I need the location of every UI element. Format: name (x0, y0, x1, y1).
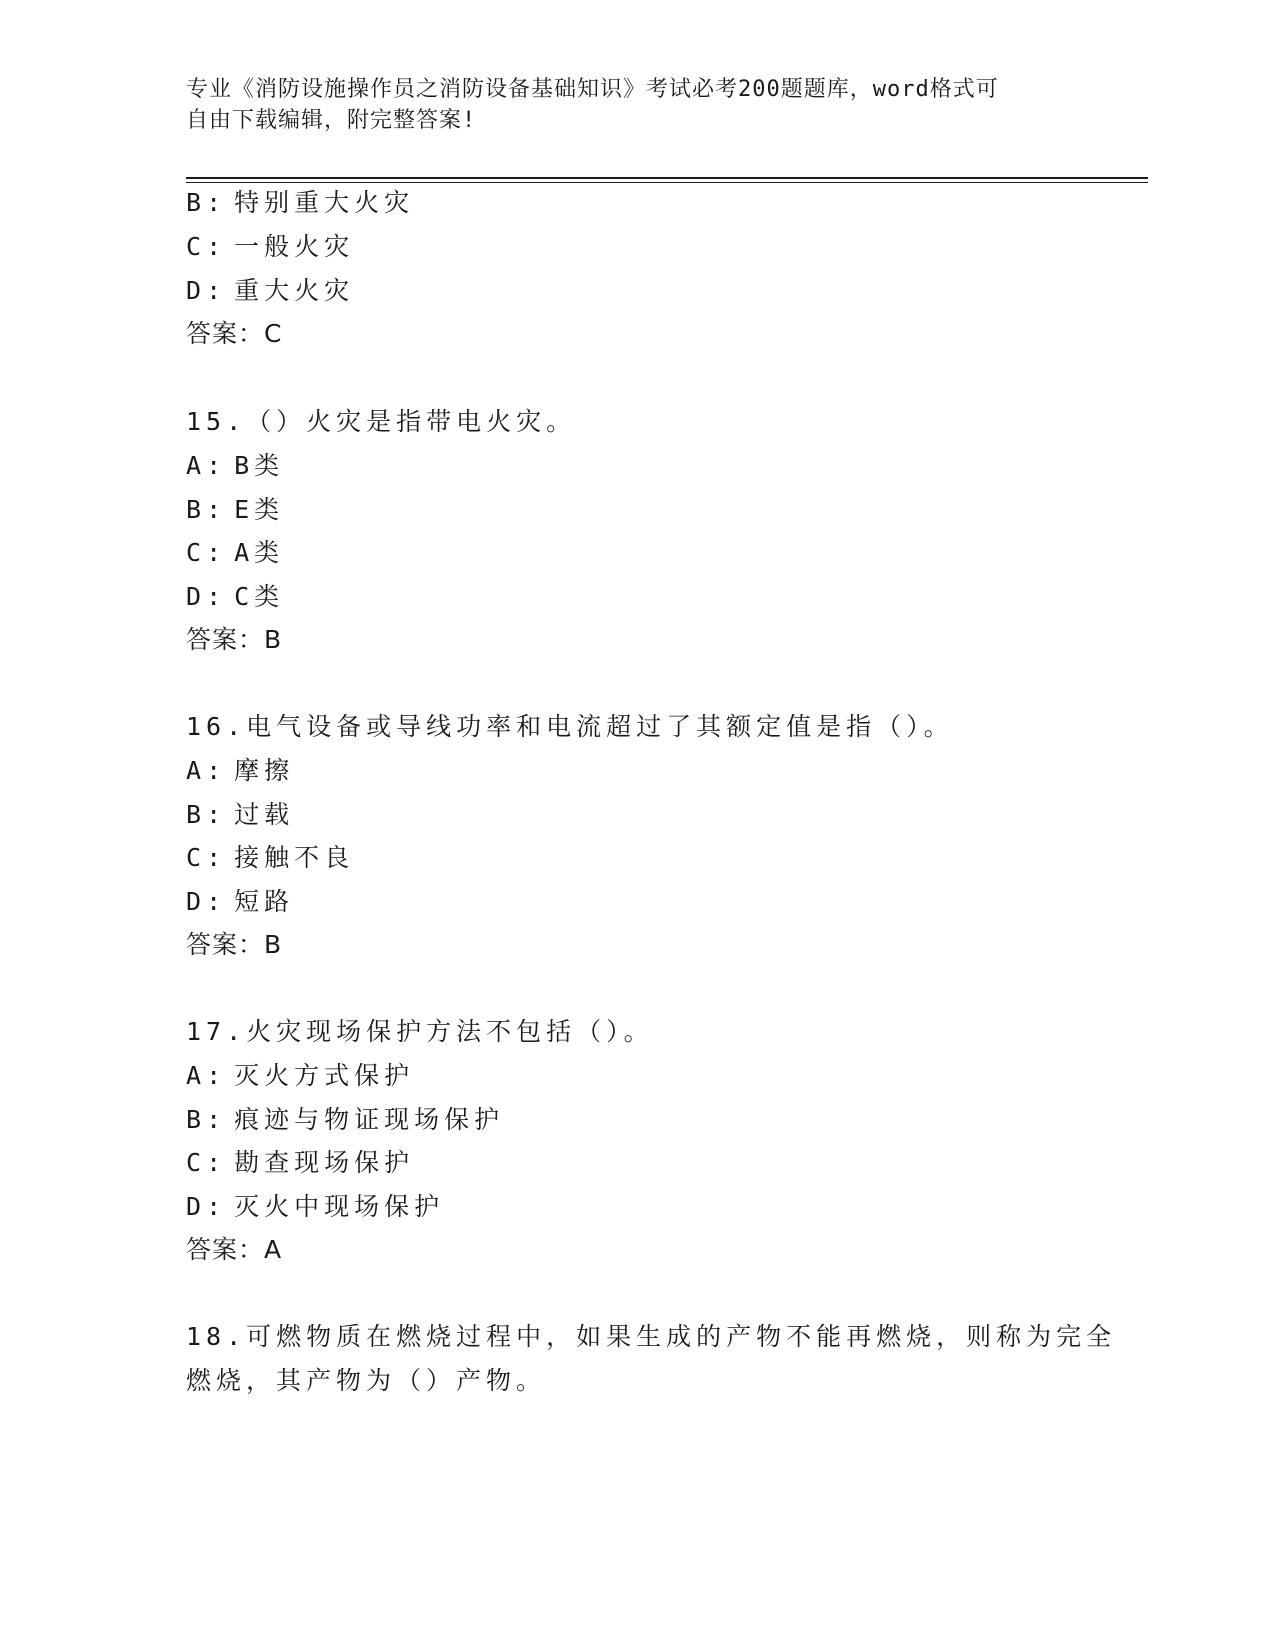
option-letter: B (186, 188, 207, 217)
question-stem: 15.（）火灾是指带电火灾。 (186, 407, 577, 436)
option-text: 灭火中现场保护 (234, 1192, 445, 1221)
option-separator: : (206, 232, 227, 261)
document-header (186, 74, 1066, 136)
option-separator: : (206, 188, 227, 217)
option-text: 一般火灾 (234, 232, 355, 261)
header-title-line-2: 自由下载编辑，附完整答案! (186, 108, 477, 133)
option-separator: : (206, 451, 227, 480)
option-d (186, 274, 354, 308)
option-separator: : (206, 276, 227, 305)
option-d (186, 580, 284, 614)
option-text: A类 (234, 538, 285, 567)
option-c (186, 536, 284, 570)
option-letter: D (186, 276, 207, 305)
option-letter: C (186, 1148, 207, 1177)
option-letter: D (186, 1192, 207, 1221)
answer-line: 答案：B (186, 625, 283, 654)
option-letter: A (186, 451, 207, 480)
header-divider-thick (186, 177, 1148, 179)
option-text: B类 (234, 451, 285, 480)
option-a (186, 449, 284, 483)
option-separator: : (206, 1148, 227, 1177)
header-divider-thin (186, 182, 1148, 183)
option-separator: : (206, 800, 227, 829)
option-letter: A (186, 1061, 207, 1090)
option-text: 摩擦 (234, 756, 295, 785)
option-a (186, 1059, 414, 1093)
option-separator: : (206, 495, 227, 524)
option-a (186, 754, 294, 788)
option-letter: C (186, 843, 207, 872)
option-letter: B (186, 495, 207, 524)
option-text: 接触不良 (234, 843, 355, 872)
question-stem: 16.电气设备或导线功率和电流超过了其额定值是指（）。 (186, 712, 954, 741)
option-separator: : (206, 843, 227, 872)
option-separator: : (206, 1105, 227, 1134)
option-c (186, 1146, 414, 1180)
question-stem-line-1: 18.可燃物质在燃烧过程中，如果生成的产物不能再燃烧，则称为完全 (186, 1322, 1117, 1351)
option-b (186, 1103, 504, 1137)
option-separator: : (206, 1061, 227, 1090)
option-c (186, 841, 354, 875)
question-stem-line-2: 燃烧，其产物为（）产物。 (186, 1366, 547, 1395)
answer-line: 答案：A (186, 1235, 283, 1264)
option-text: C类 (234, 582, 285, 611)
option-text: 痕迹与物证现场保护 (234, 1105, 505, 1134)
answer-line: 答案：B (186, 930, 283, 959)
option-d (186, 1190, 444, 1224)
option-separator: : (206, 1192, 227, 1221)
option-text: 勘查现场保护 (234, 1148, 415, 1177)
option-letter: B (186, 1105, 207, 1134)
option-d (186, 885, 294, 919)
option-text: E类 (234, 495, 285, 524)
option-separator: : (206, 887, 227, 916)
option-text: 灭火方式保护 (234, 1061, 415, 1090)
option-letter: C (186, 232, 207, 261)
option-letter: D (186, 887, 207, 916)
option-b (186, 493, 284, 527)
option-letter: A (186, 756, 207, 785)
option-separator: : (206, 538, 227, 567)
question-stem: 17.火灾现场保护方法不包括（）。 (186, 1017, 654, 1046)
option-text: 重大火灾 (234, 276, 355, 305)
option-text: 过载 (234, 800, 295, 829)
option-c (186, 230, 354, 264)
option-b (186, 186, 414, 220)
option-separator: : (206, 582, 227, 611)
option-text: 短路 (234, 887, 295, 916)
option-letter: B (186, 800, 207, 829)
option-b (186, 798, 294, 832)
option-text: 特别重大火灾 (234, 188, 415, 217)
option-letter: C (186, 538, 207, 567)
option-letter: D (186, 582, 207, 611)
header-title-line-1: 专业《消防设施操作员之消防设备基础知识》考试必考200题题库，word格式可 (186, 77, 999, 102)
answer-line: 答案：C (186, 319, 283, 348)
option-separator: : (206, 756, 227, 785)
